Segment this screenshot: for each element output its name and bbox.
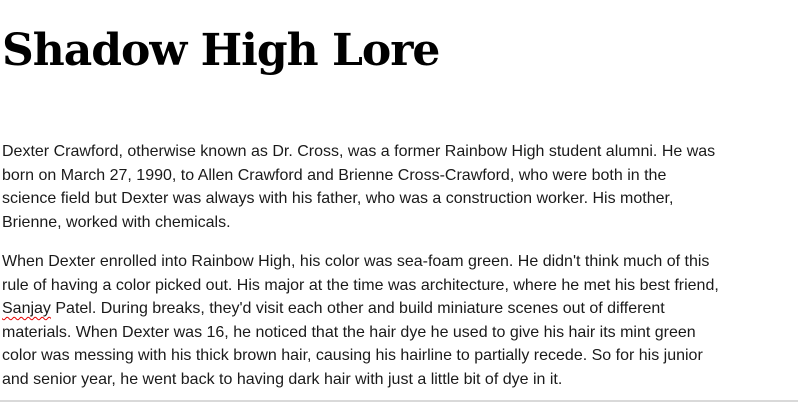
text-segment: color was messing with his thick brown hair, causing his hairline to partially recede. So for his junior (2, 347, 703, 364)
text-line (2, 297, 798, 321)
text-segment: When Dexter enrolled into Rainbow High, his color was sea-foam green. He didn't think much of this (2, 253, 710, 270)
text-line (2, 211, 798, 235)
text-segment: Patel. During breaks, they'd visit each other and build miniature scenes out of different (50, 300, 665, 317)
text-line (2, 187, 798, 211)
section-divider (0, 400, 798, 402)
text-line (2, 344, 798, 368)
text-line (2, 164, 798, 188)
text-line (2, 140, 798, 164)
text-line (2, 250, 798, 274)
misspelled-word: Sanjay (2, 300, 51, 317)
text-segment: science field but Dexter was always with his father, who was a construction worker. His mother, (2, 190, 674, 207)
text-segment: Brienne, worked with chemicals. (2, 213, 231, 231)
page-title: Shadow High Lore (2, 25, 440, 76)
text-line (2, 368, 798, 392)
paragraph (2, 140, 798, 234)
text-segment: rule of having a color picked out. His major at the time was architecture, where he met his best friend, (2, 276, 719, 294)
text-segment: and senior year, he went back to having dark hair with just a little bit of dye in it. (2, 370, 563, 388)
text-segment: Dexter Crawford, otherwise known as Dr. Cross, was a former Rainbow High student alumni. He was (2, 143, 716, 160)
article-body[interactable] (2, 140, 798, 391)
text-line (2, 274, 798, 298)
text-segment: born on March 27, 1990, to Allen Crawford and Brienne Cross-Crawford, who were both in the (2, 166, 667, 184)
text-segment: materials. When Dexter was 16, he noticed that the hair dye he used to give his hair its mint green (2, 323, 696, 341)
text-line (2, 321, 798, 345)
paragraph (2, 250, 798, 391)
